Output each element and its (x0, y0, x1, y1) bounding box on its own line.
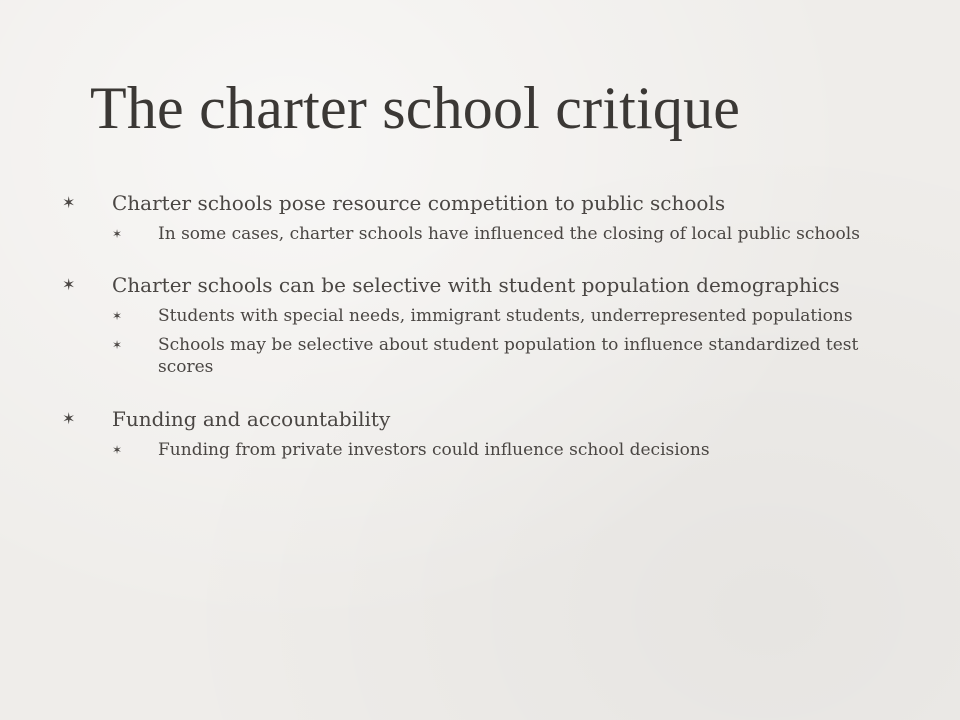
bullet-text: Charter schools pose resource competition to public schools (112, 191, 726, 215)
bullet-item (62, 190, 892, 216)
bullet-group (62, 272, 892, 378)
bullet-item (62, 406, 892, 432)
bullet-item (62, 272, 892, 298)
star-bullet-icon: ✶ (62, 275, 76, 294)
sub-bullet-item (62, 305, 892, 327)
sub-bullet-text: Funding from private investors could influence school decisions (158, 440, 710, 460)
bullet-group (62, 190, 892, 245)
sub-bullet-item (62, 439, 892, 461)
sub-bullet-text: Schools may be selective about student population to influence standardized test scores (158, 335, 859, 377)
sub-bullet-text: Students with special needs, immigrant students, underrepresented populations (158, 306, 853, 326)
star-bullet-icon: ✶ (112, 443, 123, 457)
star-bullet-icon: ✶ (62, 409, 76, 428)
star-bullet-icon: ✶ (62, 193, 76, 212)
sub-bullet-text: In some cases, charter schools have influenced the closing of local public schools (158, 224, 860, 244)
star-bullet-icon: ✶ (112, 227, 123, 241)
star-bullet-icon: ✶ (112, 338, 123, 352)
bullet-list (62, 190, 892, 488)
sub-bullet-item (62, 334, 892, 378)
bullet-text: Charter schools can be selective with student population demographics (112, 273, 840, 297)
star-bullet-icon: ✶ (112, 309, 123, 323)
bullet-group (62, 406, 892, 461)
slide-title: The charter school critique (90, 75, 741, 141)
sub-bullet-item (62, 223, 892, 245)
bullet-text: Funding and accountability (112, 407, 391, 431)
